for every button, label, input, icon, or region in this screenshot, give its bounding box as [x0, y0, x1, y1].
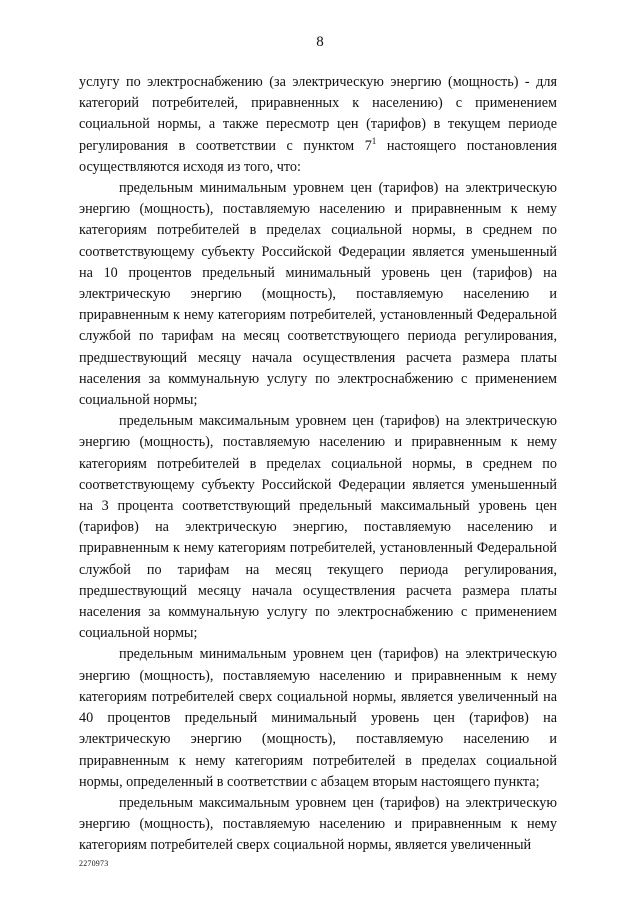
- paragraph-2: предельным минимальным уровнем цен (тарифов) на электрическую энергию (мощность), поставляемую населению и приравненным к нему категориям потребителей в пределах социальной нормы, в среднем по соответствующему субъекту Российской Федерации является уменьшенный на 10 процентов предельный минимальный уровень цен (тарифов) на электрическую энергию (мощность), поставляемую населению и приравненным к нему категориям потребителей, установленный Федеральной службой по тарифам на месяц соответствующего периода регулирования, предшествующий месяцу начала осуществления расчета размера платы населения за коммунальную услугу по электроснабжению с применением социальной нормы;: [79, 180, 557, 409]
- paragraph-3: предельным максимальным уровнем цен (тарифов) на электрическую энергию (мощность), поставляемую населению и приравненным к нему категориям потребителей в пределах социальной нормы, в среднем по соответствующему субъекту Российской Федерации является уменьшенный на 3 процента соответствующий предельный максимальный уровень цен (тарифов) на электрическую энергию, поставляемую населению и приравненным к нему категориям потребителей, установленный Федеральной службой по тарифам на месяц текущего периода регулирования, предшествующий месяцу начала осуществления расчета размера платы населения за коммунальную услугу по электроснабжению с применением социальной нормы;: [79, 413, 557, 642]
- document-code: 2270973: [79, 859, 109, 868]
- paragraph-1-text: услугу по электроснабжению (за электрическую энергию (мощность) - для категорий потребителей, приравненных к населению) с применением социальной нормы, а также пересмотр цен (тарифов) в текущем периоде регулирования в соответствии с пунктом 7: [79, 74, 557, 154]
- footnote-superscript: 1: [371, 135, 377, 146]
- page-number: 8: [316, 34, 324, 50]
- document-body: [79, 72, 557, 857]
- paragraph-1-text-end: настоящего постановления осуществляются исходя из того, что:: [79, 137, 557, 175]
- paragraph-5: предельным максимальным уровнем цен (тарифов) на электрическую энергию (мощность), поставляемую населению и приравненным к нему категориям потребителей сверх социальной нормы, является увеличенный: [79, 794, 557, 854]
- paragraph-1: [79, 72, 557, 178]
- paragraph-4: предельным минимальным уровнем цен (тарифов) на электрическую энергию (мощность), поставляемую населению и приравненным к нему категориям потребителей сверх социальной нормы, является увеличенный на 40 процентов предельный минимальный уровень цен (тарифов) на электрическую энергию (мощность), поставляемую населению и приравненным к нему категориям потребителей в пределах социальной нормы, определенный в соответствии с абзацем вторым настоящего пункта;: [79, 646, 557, 790]
